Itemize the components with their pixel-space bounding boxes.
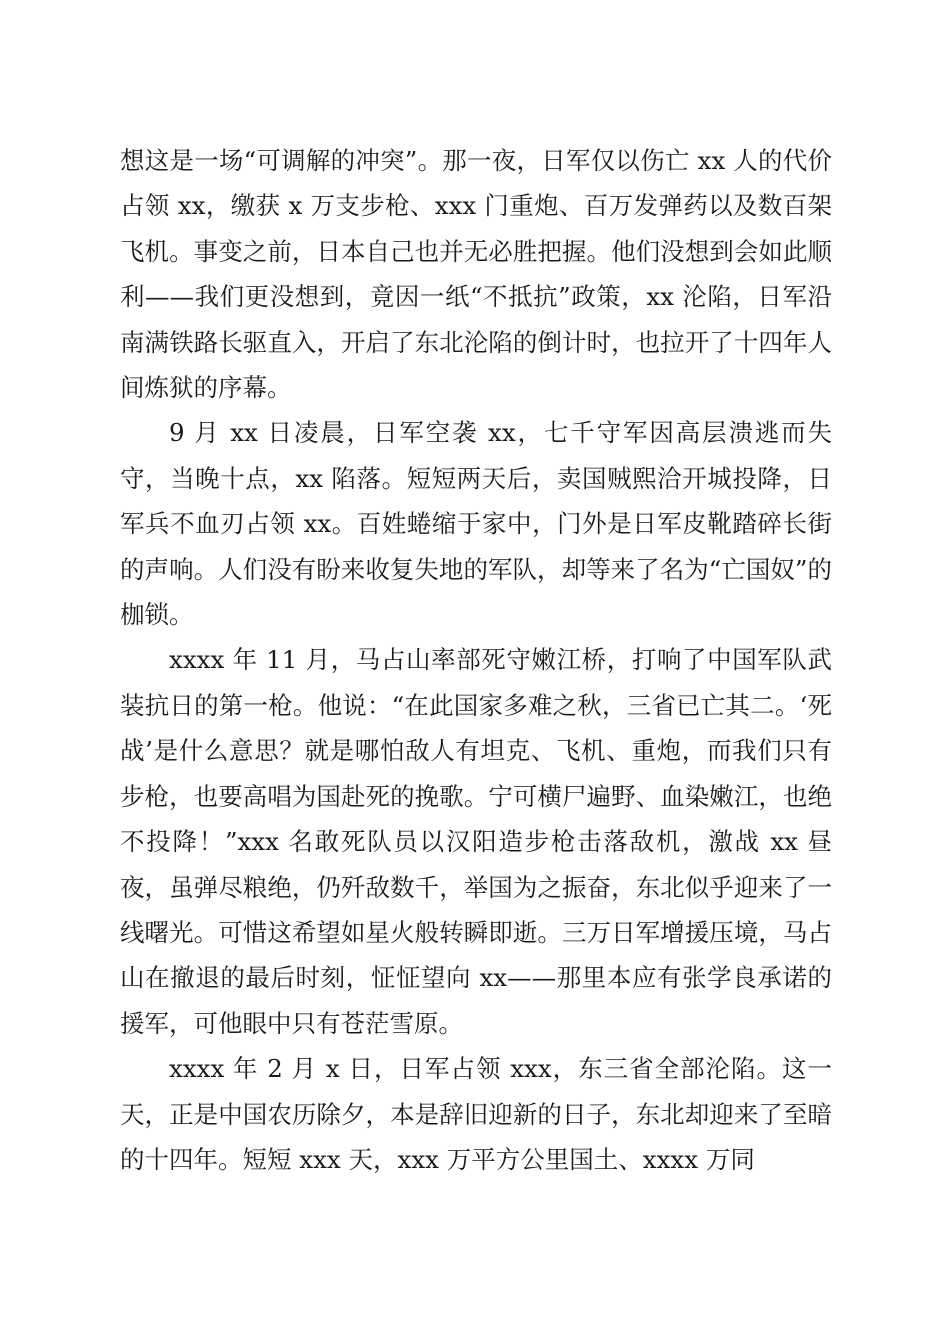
article-body [120,138,832,1182]
paragraph: 9 月 xx 日凌晨，日军空袭 xx，七千守军因高层溃逃而失守，当晚十点，xx 陷落。短短两天后，卖国贼熙洽开城投降，日军兵不血刃占领 xx。百姓蜷缩于家中，门外是日军皮靴踏碎长街的声响。人们没有盼来收复失地的军队，却等来了名为“亡国奴”的枷锁。 [120,418,832,630]
paragraph: xxxx 年 2 月 x 日，日军占领 xxx，东三省全部沦陷。这一天，正是中国农历除夕，本是辞旧迎新的日子，东北却迎来了至暗的十四年。短短 xxx 天，xxx 万平方公里国土、xxxx 万同 [120,1054,832,1174]
paragraph: 想这是一场“可调解的冲突”。那一夜，日军仅以伤亡 xx 人的代价占领 xx，缴获 x 万支步枪、xxx 门重炮、百万发弹药以及数百架飞机。事变之前，日本自己也并无必胜把握。他们没想到会如此顺利——我们更没想到，竟因一纸“不抵抗”政策，xx 沦陷，日军沿南满铁路长驱直入，开启了东北沦陷的倒计时，也拉开了十四年人间炼狱的序幕。 [120,146,832,403]
paragraph: xxxx 年 11 月，马占山率部死守嫩江桥，打响了中国军队武装抗日的第一枪。他说：“在此国家多难之秋，三省已亡其二。‘死战’是什么意思？就是哪怕敌人有坦克、飞机、重炮，而我们只有步枪，也要高唱为国赴死的挽歌。宁可横尸遍野、血染嫩江，也绝不投降！”xxx 名敢死队员以汉阳造步枪击落敌机，激战 xx 昼夜，虽弹尽粮绝，仍歼敌数千，举国为之振奋，东北似乎迎来了一线曙光。可惜这希望如星火般转瞬即逝。三万日军增援压境，马占山在撤退的最后时刻，怔怔望向 xx——那里本应有张学良承诺的援军，可他眼中只有苍茫雪原。 [120,645,832,1038]
